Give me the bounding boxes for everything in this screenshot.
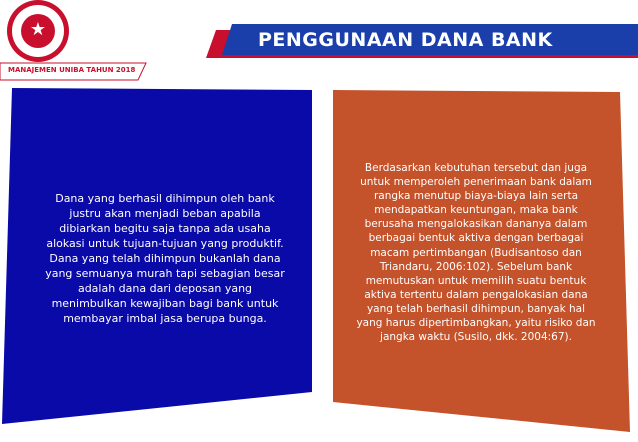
- left-panel-text: Dana yang berhasil dihimpun oleh bank justru akan menjadi beban apabila dibiarkan begitu saja tanpa ada usaha alokasi untuk tujuan-tujuan yang produktif. Dana yang telah dihimpun bukanlah dana yang semuanya murah tapi sebagian besar adalah dana dari deposan yang menimbulkan kewajiban bagi bank untuk membayar imbal jasa berupa bunga.: [45, 192, 285, 325]
- right-panel-text: Berdasarkan kebutuhan tersebut dan juga untuk memperoleh penerimaan bank dalam rangka menutup biaya-biaya lain serta mendapatkan keuntungan, maka bank berusaha mengalokasikan dananya dalam berbagai bentuk aktiva dengan berbagai macam pertimbangan (Budisantoso dan Triandaru, 2006:102). Sebelum bank memutuskan untuk memilih suatu bentuk aktiva tertentu dalam pengalokasian dana yang telah berhasil dihimpun, banyak hal yang harus dipertimbangkan, yaitu risiko dan jangka waktu (Susilo, dkk. 2004:67).: [356, 162, 596, 344]
- university-seal-icon: ★: [7, 0, 69, 62]
- page-title: PENGGUNAAN DANA BANK: [258, 29, 553, 51]
- course-subtitle: MANAJEMEN UNIBA TAHUN 2018: [8, 66, 136, 74]
